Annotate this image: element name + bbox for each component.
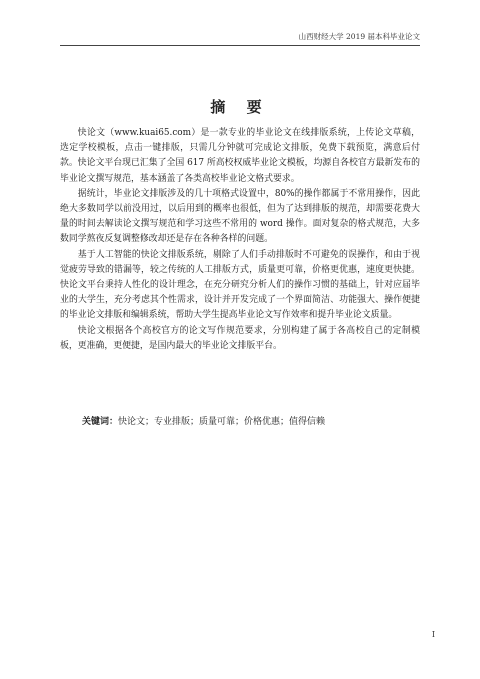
abstract-body xyxy=(60,126,420,354)
abstract-paragraph-4: 快论文根据各个高校官方的论文写作规范要求，分别构建了属于各高校自己的定制模板，更准确，更便捷，是国内最大的毕业论文排版平台。 xyxy=(60,325,420,351)
keywords-label: 关键词： xyxy=(82,417,119,427)
abstract-paragraph-3: 基于人工智能的快论文排版系统，剔除了人们手动排版时不可避免的误操作，和由于视觉疲劳导致的错漏等，较之传统的人工排版方式，质量更可靠，价格更优惠，速度更快捷。快论文平台秉持人性化的设计理念，在充分研究分析人们的操作习惯的基础上，针对应届毕业的大学生，充分考虑其个性需求，设计并开发完成了一个界面简洁、功能强大、操作便捷的毕业论文排版和编辑系统，帮助大学生提高毕业论文写作效率和提升毕业论文质量。 xyxy=(60,249,420,321)
keywords-text: 快论文；专业排版；质量可靠；价格优惠；值得信赖 xyxy=(118,417,326,427)
abstract-title: 摘 要 xyxy=(210,98,270,116)
keywords-line xyxy=(82,416,420,429)
page-header: 山西财经大学 2019 届本科毕业论文 xyxy=(60,32,420,46)
abstract-paragraph-2: 据统计，毕业论文排版涉及的几十项格式设置中，80%的操作都属于不常用操作，因此绝大多数同学以前没用过，以后用到的概率也很低，但为了达到排版的规范，却需要花费大量的时间去解读论文撰写规范和学习这些不常用的 word 操作。面对复杂的格式规范，大多数同学熬夜反复调整修改却还是存在各种各样的问题。 xyxy=(60,188,420,245)
page-number: I xyxy=(431,630,435,639)
abstract-paragraph-1: 快论文（www.kuai65.com）是一款专业的毕业论文在线排版系统，上传论文草稿，选定学校模板，点击一键排版，只需几分钟就可完成论文排版，免费下载预览，满意后付款。快论文平台现已汇集了全国 617 所高校权威毕业论文模板，均源自各校官方最新发布的毕业论文撰写规范，基本涵盖了各类高校毕业论文格式要求。 xyxy=(60,128,420,184)
